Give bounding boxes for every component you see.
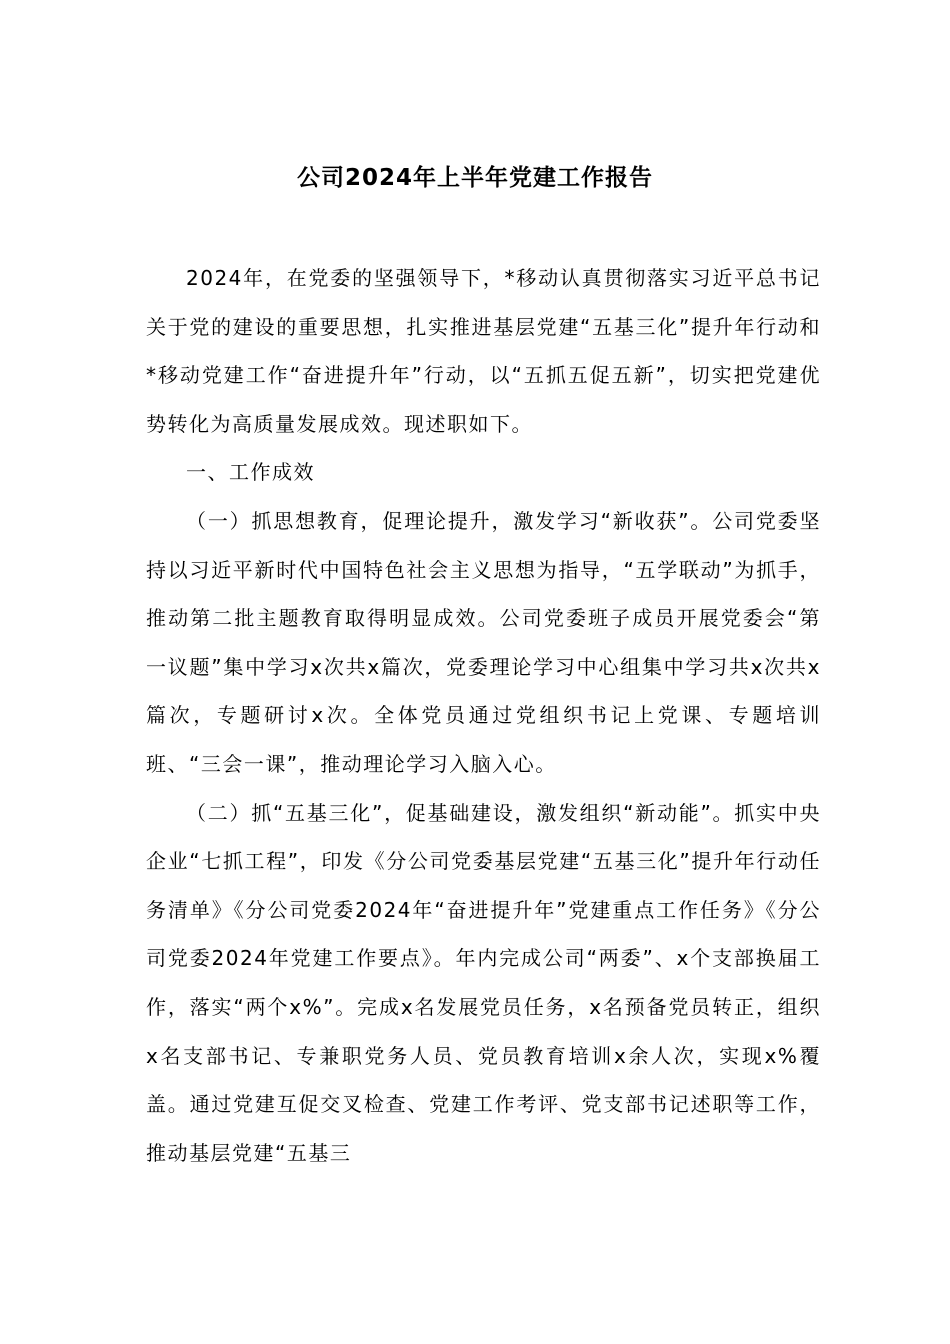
section-heading-work-results: 一、工作成效 bbox=[186, 460, 315, 485]
document-title: 公司2024年上半年党建工作报告 bbox=[296, 165, 653, 191]
document-body bbox=[146, 254, 821, 1177]
paragraph-intro: 2024年，在党委的坚强领导下，*移动认真贯彻落实习近平总书记关于党的建设的重要思想，扎实推进基层党建“五基三化”提升年行动和*移动党建工作“奋进提升年”行动，以“五抓五促五新”，切实把党建优势转化为高质量发展成效。现述职如下。 bbox=[146, 266, 821, 436]
paragraph-five-basics-three-modernizations: （二）抓“五基三化”，促基础建设，激发组织“新动能”。抓实中央企业“七抓工程”，印发《分公司党委基层党建“五基三化”提升年行动任务清单》《分公司党委2024年“奋进提升年”党建重点工作任务》《分公司党委2024年党建工作要点》。年内完成公司“两委”、x个支部换届工作，落实“两个x%”。完成x名发展党员任务，x名预备党员转正，组织x名支部书记、专兼职党务人员、党员教育培训x余人次，实现x%覆盖。通过党建互促交叉检查、党建工作考评、党支部书记述职等工作，推动基层党建“五基三 bbox=[146, 800, 821, 1165]
paragraph-ideological-education: （一）抓思想教育，促理论提升，激发学习“新收获”。公司党委坚持以习近平新时代中国特色社会主义思想为指导，“五学联动”为抓手，推动第二批主题教育取得明显成效。公司党委班子成员开展党委会“第一议题”集中学习x次共x篇次，党委理论学习中心组集中学习共x次共x篇次，专题研讨x次。全体党员通过党组织书记上党课、专题培训班、“三会一课”，推动理论学习入脑入心。 bbox=[146, 508, 821, 776]
